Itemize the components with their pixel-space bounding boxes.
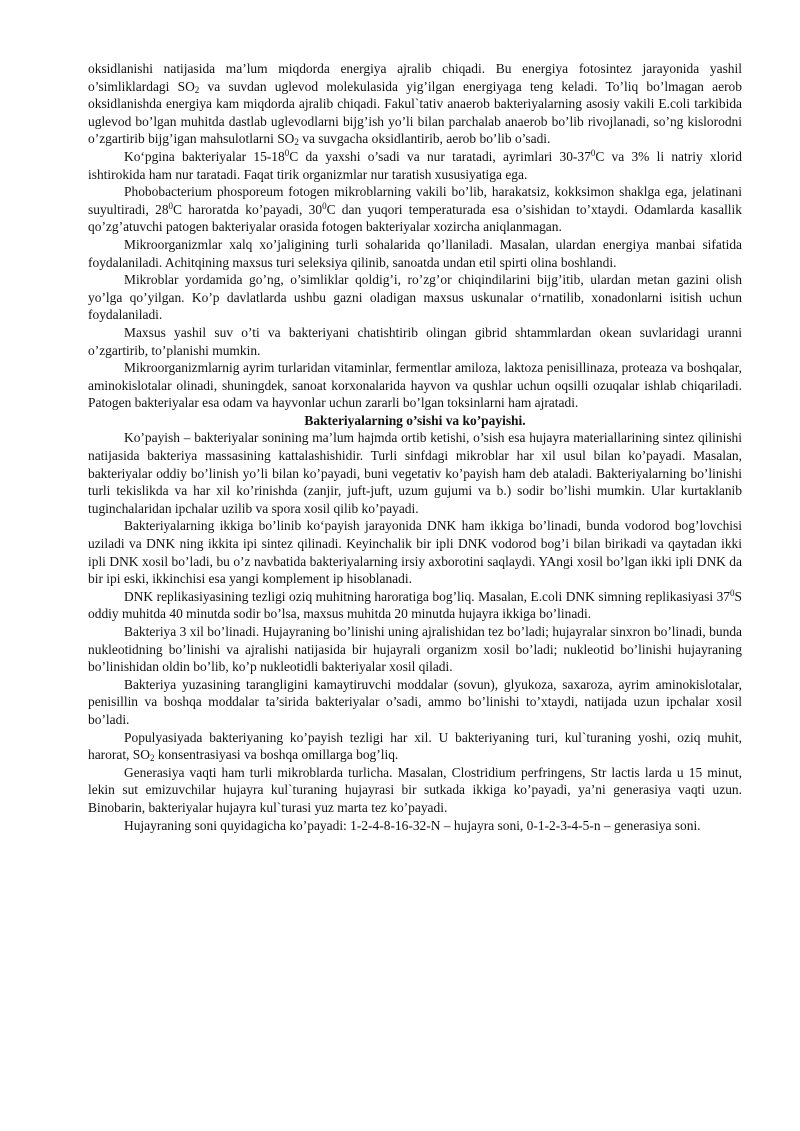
superscript: 0 (168, 200, 174, 211)
text-run: Mikroorganizmlar xalq xo’jaligining turli sohalarida qo’llaniladi. Masalan, ulardan energiya manbai sifatida foydalaniladi. Achitqining maxsus turi seleksiya qilinib, sanoatda undan etil spirti olina boshlandi. (88, 236, 742, 270)
section-intro (88, 60, 742, 412)
paragraph (88, 183, 742, 236)
text-run: va suvdan uglevod molekulasida yig’ilgan energiyaga teng keladi. To’liq bo’lmagan aerob oksidlanishda energiya kam miqdorda ajralib chiqadi. Fakul`tativ anaerob bakteriyalarning asosiy vakili E.coli tarkibida uglevod bo’lgan muhitda dastlab uglevodlarni bijg’ish yo’li bilan parchalab anaerob bo’lib rivojlanadi, so’ng kislorodni o’zgartirib bijg’igan mahsulotlarni SO (88, 78, 742, 147)
text-run: Mikroorganizmlarnig ayrim turlaridan vitaminlar, fermentlar amiloza, laktoza penisillinaza, proteaza va boshqalar, aminokislotalar olinadi, shuningdek, sanoat korxonalarida hayvon va qushlar uchun oqsilli ozuqalar ishlab chiqariladi. Patogen bakteriyalar esa odam va hayvonlar uchun zararli bo’lgan toksinlarni ham ajratadi. (88, 360, 742, 411)
text-run: va suvgacha oksidlantirib, aerob bo’lib o’sadi. (298, 131, 551, 147)
text-run: DNK replikasiyasining tezligi oziq muhitning haroratiga bog’liq. Masalan, E.coli DNK simning replikasiyasi 37 (124, 588, 731, 604)
paragraph (88, 324, 742, 359)
text-run: Koʻpgina bakteriyalar 15-18 (124, 148, 285, 164)
text-run: Bakteriyalarning ikkiga bo’linib koʻpayish jarayonida DNK ham ikkiga bo’linadi, bunda vodorod bog’lovchisi uziladi va DNK ning ikkita ipi sintez qilinadi. Keyinchalik bir ipli DNK vodorod bog’i bilan birikadi va qaytadan ikki ipli DNK xosil bo’ladi, bu o’z navbatida bakteriyalarning irsiy axborotini saqlaydi. YAngi xosil bo’lgan ikki ipli DNK da bir ipi eski, ikkinchisi esa yangi komplement ip hisoblanadi. (88, 518, 742, 587)
section-heading: Bakteriyalarning o’sishi va ko’payishi. (304, 412, 526, 428)
paragraph (88, 60, 742, 148)
paragraph (88, 817, 742, 835)
text-run: Phobobacterium phosporeum fotogen mikroblarning vakili bo’lib, harakatsiz, kokksimon shaklga ega, jelatinani suyultiradi, 28 (88, 184, 742, 217)
text-run: Maxsus yashil suv o’ti va bakteriyani chatishtirib olingan gibrid shtammlardan okean suvlaridagi uranni o’zgartirib, to’planishi mumkin. (88, 324, 742, 358)
text-run: Mikroblar yordamida go’ng, o’simliklar qoldig’i, ro’zg’or chiqindilarini bijg’itib, ulardan metan gazini olish yo’lga qo’yilgan. Ko’p davlatlarda ushbu gazni oladigan maxsus uskunalar oʻrnatilib, xonadonlarni isitish uchun foydalaniladi. (88, 272, 742, 323)
text-run: Generasiya vaqti ham turli mikroblarda turlicha. Masalan, Clostridium perfringens, Str lactis larda u 15 minut, lekin sut emizuvchilar hujayra kul`turaning hujayrasi bir sutkada ikkiga ko’payadi, ya’ni generasiya vaqti uzun. Binobarin, bakteriyalar hujayra kul`turasi yuz marta tez ko’payadi. (88, 764, 742, 815)
section-reproduction (88, 429, 742, 834)
superscript: 0 (284, 147, 290, 158)
paragraph (88, 236, 742, 271)
paragraph (88, 148, 742, 183)
text-run: C da yaxshi o’sadi va nur taratadi, ayrimlari 30-37 (289, 148, 591, 164)
paragraph (88, 676, 742, 729)
text-run: S oddiy muhitda 40 minutda sodir bo’lsa, maxsus muhitda 20 minutda hujayra ikkiga bo’linadi. (88, 588, 742, 622)
superscript: 0 (730, 587, 735, 598)
text-run: Hujayraning soni quyidagicha ko’payadi: 1-2-4-8-16-32-N – hujayra soni, 0-1-2-3-4-5-n – generasiya soni. (124, 817, 701, 833)
subscript: 2 (294, 137, 299, 148)
paragraph (88, 729, 742, 764)
text-run: C haroratda ko’payadi, 30 (173, 201, 323, 217)
text-run: konsentrasiyasi va boshqa omillarga bog’liq. (154, 747, 399, 763)
paragraph (88, 359, 742, 412)
text-run: oksidlanishi natijasida ma’lum miqdorda energiya ajralib chiqadi. Bu energiya fotosintez jarayonida yashil o’simliklardagi SO (88, 61, 742, 94)
text-run: Bakteriya yuzasining tarangligini kamaytiruvchi moddalar (sovun), glyukoza, saxaroza, ayrim aminokislotalar, penisillin va boshqa moddalar ta’sirida bakteriyalar o’sadi, ammo bo’linishi to’xtaydi, natijada uzun ipchalar xosil bo’ladi. (88, 676, 742, 727)
paragraph (88, 271, 742, 324)
paragraph (88, 764, 742, 817)
subscript: 2 (149, 753, 155, 764)
text-run: Ko’payish – bakteriyalar sonining ma’lum hajmda ortib ketishi, o’sish esa hujayra materiallarining sintez qilinishi natijasida bakteriya massasining kattalashishidir. Turli sinfdagi mikroblar har xil usul bilan ko’payadi. Masalan, bakteriyalar oddiy bo’linish yo’li bilan ko’payadi, buni vegetativ ko’payish ham deb ataladi. Bakteriyalarning bo’linishi turli tekislikda va har xil ko’rinishda (zanjir, juft-juft, uzum gujumi va b.) sodir bo’lishi mumkin. Ular kurtaklanib tuginchalaridan ipchalar uzilib va spora xosil qilib ko’payadi. (88, 430, 742, 516)
text-run: C va 3% li natriy xlorid ishtirokida ham nur taratadi. Faqat tirik organizmlar nur taratish xususiyatiga ega. (88, 148, 743, 182)
paragraph (88, 517, 742, 587)
text-run: Populyasiyada bakteriyaning ko’payish tezligi har xil. U bakteriyaning turi, kul`turaning yoshi, oziq muhit, harorat, SO (88, 729, 742, 763)
paragraph (88, 429, 742, 517)
superscript: 0 (590, 147, 596, 158)
subscript: 2 (194, 84, 200, 95)
text-run: Bakteriya 3 xil bo’linadi. Hujayraning bo’linishi uning ajralishidan tez bo’ladi; hujayralar sinxron bo’linadi, bunda nukleotidning bo’linishi va ajralishi natijasida bir hujayrali organizm xosil bo’ladi; nukleotid bo’linishi hujayraning bo’linishidan oldin bo’lib, ko’p nukleotidli bakteriyalar xosil qiladi. (88, 624, 742, 675)
text-run: C dan yuqori temperaturada esa o’sishidan to’xtaydi. Odamlarda kasallik qo’zg’atuvchi patogen bakteriyalar orasida fotogen bakteriyalar xozircha aniqlanmagan. (88, 201, 742, 235)
paragraph (88, 623, 742, 676)
superscript: 0 (322, 200, 327, 211)
paragraph (88, 588, 742, 623)
